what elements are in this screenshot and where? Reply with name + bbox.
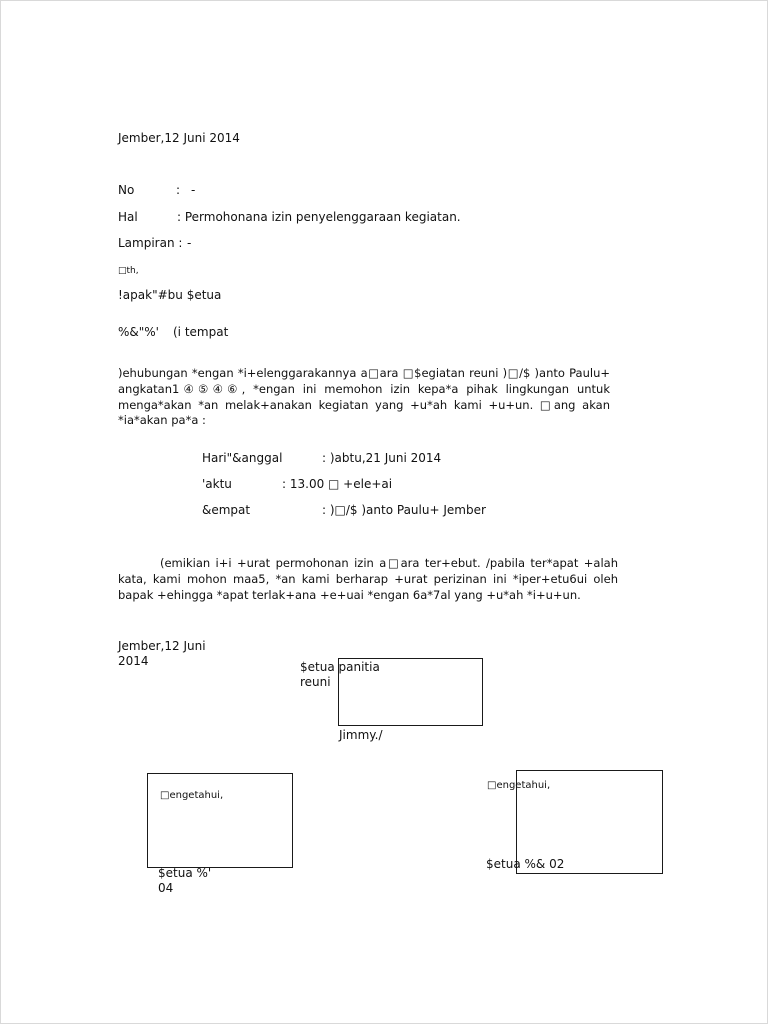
number-value: - — [191, 183, 196, 197]
left-signature-box — [147, 773, 293, 868]
right-signer-title: $etua %& 02 — [486, 857, 565, 871]
number-colon: : — [176, 183, 181, 197]
left-acknowledged-label: □engetahui, — [160, 790, 224, 801]
attachment-value: - — [187, 236, 192, 250]
detail-date-value: : )abtu,21 Juni 2014 — [322, 451, 442, 465]
detail-place-label: &empat — [202, 503, 251, 517]
letter-date: Jember,12 Juni 2014 — [118, 131, 240, 145]
detail-date-label: Hari"&anggal — [202, 451, 283, 465]
panitia-title-line2: reuni — [300, 675, 331, 689]
intro-paragraph: )ehubungan *engan *i+elenggarakannya a□ara □$egiatan reuni )□/$ )anto Paulu+ angkatan1④⑤④⑥, *engan ini memohon izin kepa*a pihak lingkungan untuk menga*akan *an melak+anakan kegiatan yang +u*ah kami +u+un. □ang akan *ia*akan pa*a : — [118, 366, 610, 428]
panitia-title-line1: $etua panitia — [300, 660, 380, 674]
closing-date-line1: Jember,12 Juni — [118, 639, 206, 653]
subject-label: Hal — [118, 210, 138, 224]
recipient-org: %&"%' — [118, 325, 159, 339]
closing-paragraph: (emikian i+i +urat permohonan izin a□ara ter+ebut. /pabila ter*apat +alah kata, kami mohon maa5, *an kami berharap +urat perizinan ini *iper+etu6ui oleh bapak +ehingga *apat terlak+ana +e+uai *engan 6a*7al yang +u*ah *i+u+un. — [118, 556, 618, 602]
right-acknowledged-label: □engetahui, — [487, 780, 551, 791]
left-signer-title-line2: 04 — [158, 881, 174, 895]
attachment-label: Lampiran : — [118, 236, 183, 250]
recipient-title: !apak"#bu $etua — [118, 288, 222, 302]
left-signer-title-line1: $etua %' — [158, 866, 212, 880]
salutation-yth: □th, — [118, 266, 139, 276]
detail-time-label: 'aktu — [202, 477, 232, 491]
closing-date-line2: 2014 — [118, 654, 149, 668]
subject-value: : Permohonana izin penyelenggaraan kegiatan. — [177, 210, 461, 224]
detail-time-value: : 13.00 □ +ele+ai — [282, 477, 393, 491]
panitia-name: Jimmy./ — [339, 728, 383, 742]
detail-place-value: : )□/$ )anto Paulu+ Jember — [322, 503, 486, 517]
number-label: No — [118, 183, 135, 197]
recipient-place: (i tempat — [173, 325, 229, 339]
